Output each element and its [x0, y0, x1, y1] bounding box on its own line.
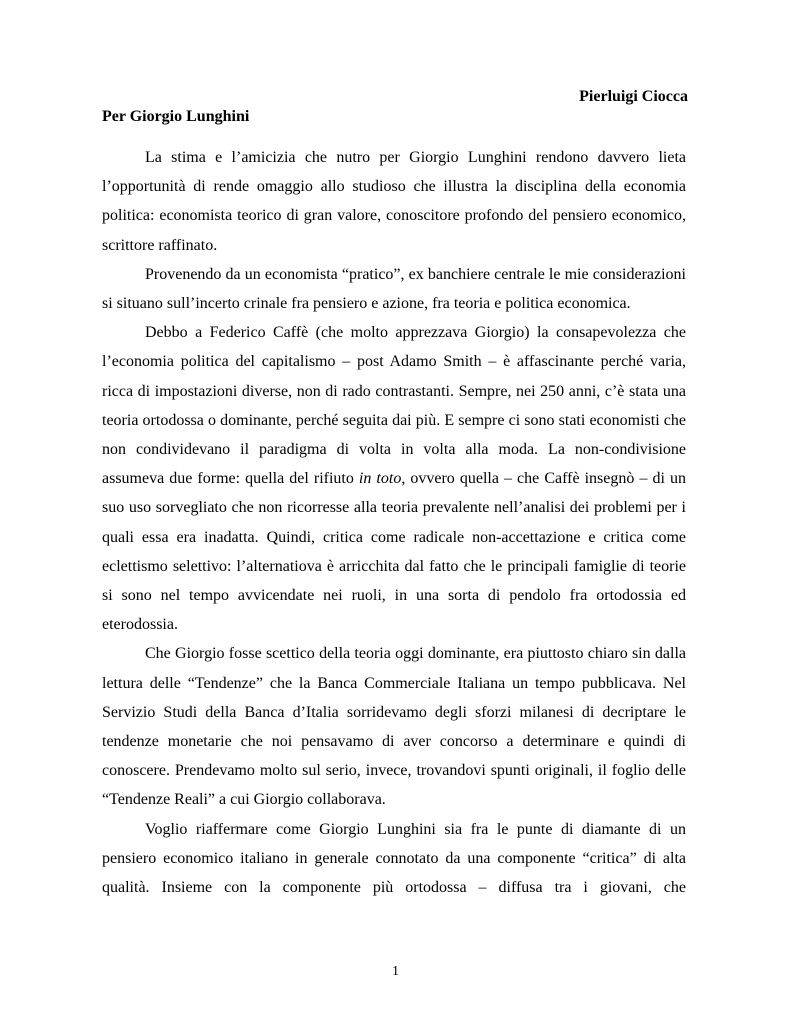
paragraph-3-text-start: Debbo a Federico Caffè (che molto apprezzava Giorgio) la consapevolezza che l’economia politica del capitalismo – post Adamo Smith – è affascinante perché varia, ricca di impostazioni diverse, non di rado contrastanti. Sempre, nei 250 anni, c’è stata una teoria ortodossa o dominante, perché seguita dai più. E sempre ci sono stati economisti che non condividevano il paradigma di volta in volta alla moda. La non-condivisione assumeva due forme: quella del rifiuto	[102, 324, 686, 488]
italic-phrase: in toto	[358, 470, 402, 488]
paragraph-4: Che Giorgio fosse scettico della teoria oggi dominante, era piuttosto chiaro sin dalla lettura delle “Tendenze” che la Banca Commerciale Italiana un tempo pubblicava. Nel Servizio Studi della Banca d’Italia sorridevamo degli sforzi milanesi di decriptare le tendenze monetarie che noi pensavamo di aver concorso a determinare e quindi di conoscere. Prendevamo molto sul serio, invece, trovandovi spunti originali, il foglio delle “Tendenze Reali” a cui Giorgio collaborava.	[102, 645, 686, 809]
document-body	[102, 143, 686, 902]
author-name: Pierluigi Ciocca	[579, 88, 688, 105]
paragraph-3-text-end: , ovvero quella – che Caffè insegnò – di un suo uso sorvegliato che non ricorresse alla teoria prevalente nell’analisi dei problemi per i quali essa era inadatta. Quindi, critica come radicale non-accettazione e critica come eclettismo selettivo: l’alternatiova è arricchita dal fatto che le principali famiglie di teorie si sono nel tempo avvicendate nei ruoli, in una sorta di pendolo fra ortodossia ed eterodossia.	[102, 470, 686, 634]
paragraph-1: La stima e l’amicizia che nutro per Giorgio Lunghini rendono davvero lieta l’opportunità di rende omaggio allo studioso che illustra la disciplina della economia politica: economista teorico di gran valore, conoscitore profondo del pensiero economico, scrittore raffinato.	[102, 149, 686, 254]
page-number: 1	[392, 964, 399, 979]
document-title: Per Giorgio Lunghini	[102, 108, 250, 125]
paragraph-2: Provenendo da un economista “pratico”, ex banchiere centrale le mie considerazioni si situano sull’incerto crinale fra pensiero e azione, fra teoria e politica economica.	[102, 265, 686, 313]
paragraph-3	[102, 318, 686, 639]
paragraph-5: Voglio riaffermare come Giorgio Lunghini sia fra le punte di diamante di un pensiero economico italiano in generale connotato da una componente “critica” di alta qualità. Insieme con la componente più ortodossa – diffusa tra i giovani, che	[102, 820, 686, 897]
